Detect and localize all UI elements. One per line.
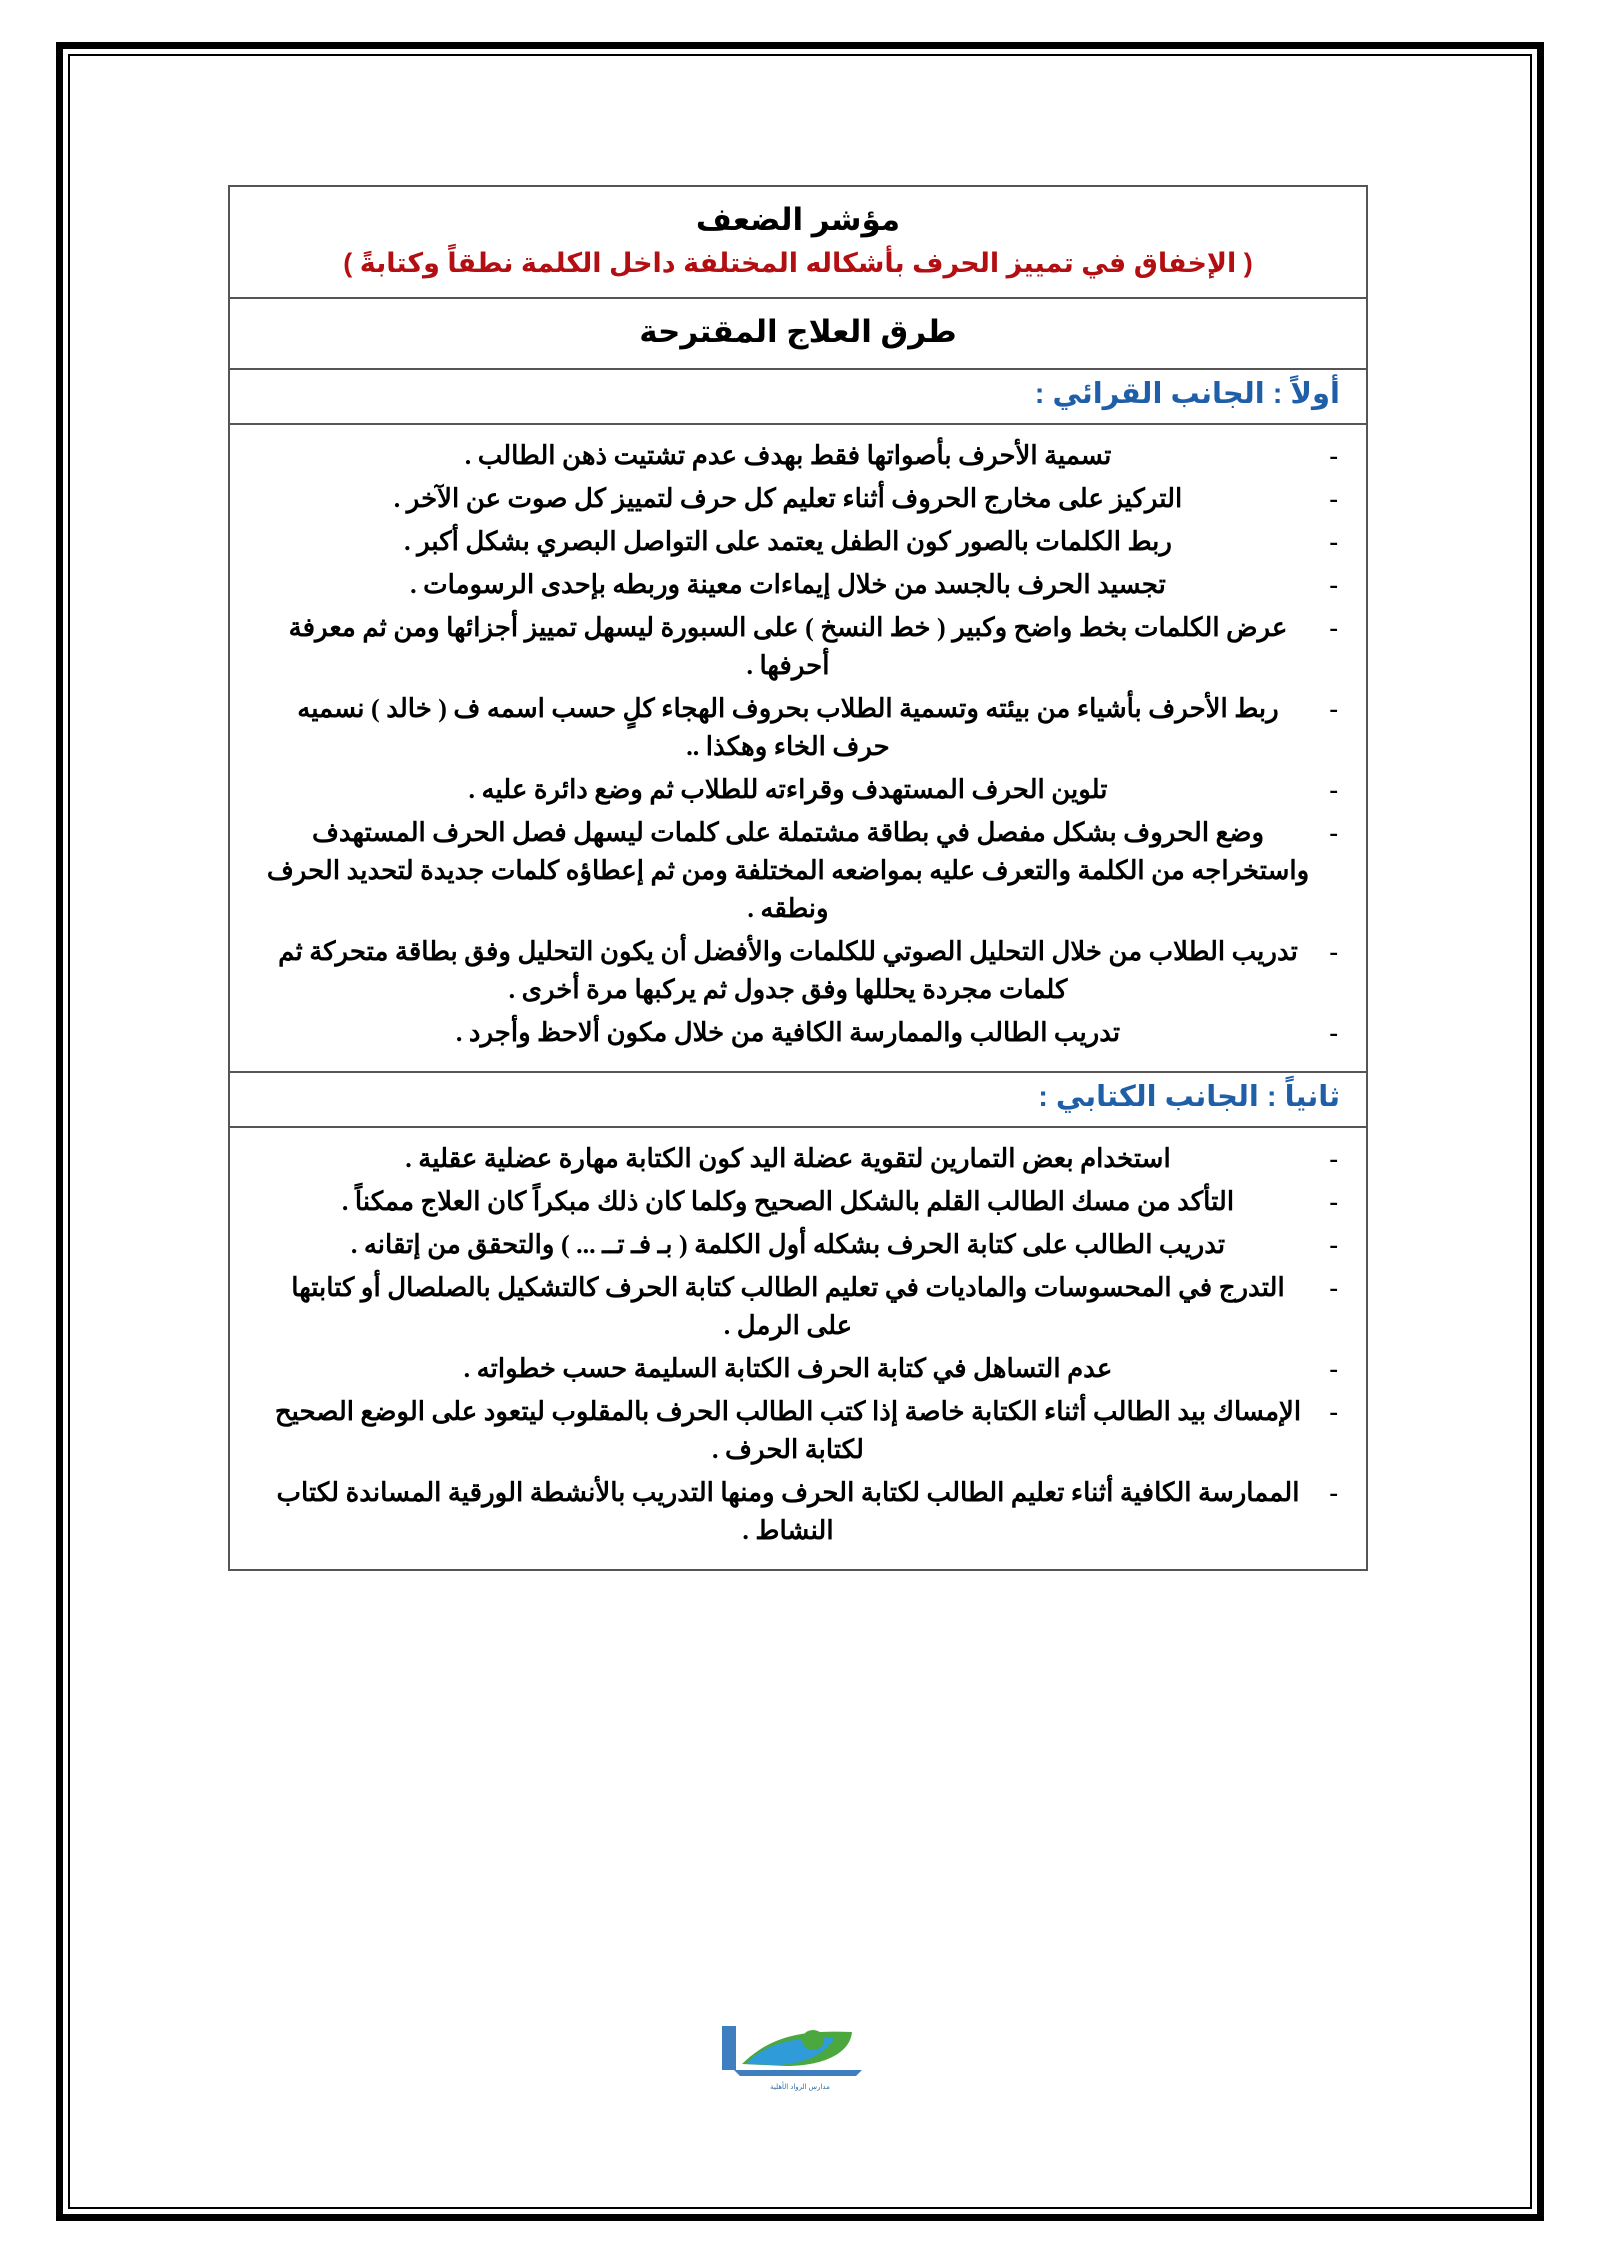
treatment-table <box>228 185 1368 1571</box>
bullet-dash-icon: - <box>1329 1144 1338 1174</box>
list-item-text: عرض الكلمات بخط واضح وكبير ( خط النسخ ) على السبورة ليسهل تمييز أجزائها ومن ثم معرفة أحرفها . <box>288 613 1288 681</box>
section-heading-row-writing <box>230 1073 1366 1129</box>
list-item <box>256 690 1344 771</box>
section-heading-writing: ثانياً : الجانب الكتابي : <box>1038 1080 1340 1113</box>
bullet-dash-icon: - <box>1329 613 1338 643</box>
bullet-dash-icon: - <box>1329 570 1338 600</box>
list-item-text: ربط الأحرف بأشياء من بيئته وتسمية الطلاب بحروف الهجاء كلٍ حسب اسمه ف ( خالد ) نسميه حرف الخاء وهكذا .. <box>297 694 1279 761</box>
section-heading-row-reading <box>230 370 1366 426</box>
bullet-dash-icon: - <box>1329 817 1338 847</box>
bullet-dash-icon: - <box>1329 694 1338 723</box>
section-body-writing <box>230 1128 1366 1569</box>
list-item-text: التدرج في المحسوسات والماديات في تعليم الطالب كتابة الحرف كالتشكيل بالصلصال أو كتابتها على الرمل . <box>291 1273 1285 1341</box>
indicator-header-row <box>230 187 1366 299</box>
bullet-list-writing <box>256 1140 1344 1555</box>
list-item-text: الإمساك بيد الطالب أثناء الكتابة خاصة إذا كتب الطالب الحرف بالمقلوب ليتعود على الوضع الصحيح لكتابة الحرف . <box>274 1396 1302 1464</box>
bullet-list-reading <box>256 437 1344 1056</box>
list-item-text: تدريب الطالب والممارسة الكافية من خلال مكون ألاحظ وأجرد . <box>455 1017 1121 1047</box>
list-item <box>256 1393 1344 1474</box>
list-item <box>256 1014 1344 1057</box>
list-item <box>256 1474 1344 1555</box>
list-item-text: الممارسة الكافية أثناء تعليم الطالب لكتابة الحرف ومنها التدريب بالأنشطة الورقية المساندة لكتاب النشاط . <box>276 1477 1300 1545</box>
list-item <box>256 814 1344 933</box>
list-item-text: تسمية الأحرف بأصواتها فقط بهدف عدم تشتيت ذهن الطالب . <box>464 441 1112 471</box>
footer-logo <box>712 2020 888 2091</box>
section-heading-reading: أولاً : الجانب القرائي : <box>1034 377 1340 410</box>
bullet-dash-icon: - <box>1329 1396 1338 1426</box>
school-logo-icon <box>712 2020 888 2082</box>
bullet-dash-icon: - <box>1329 1187 1338 1217</box>
list-item <box>256 933 1344 1014</box>
list-item <box>256 771 1344 814</box>
list-item <box>256 1350 1344 1393</box>
list-item-text: تجسيد الحرف بالجسد من خلال إيماءات معينة وربطه بإحدى الرسومات . <box>410 570 1166 600</box>
list-item-text: تدريب الطلاب من خلال التحليل الصوتي للكلمات والأفضل أن يكون التحليل وفق بطاقة متحركة ثم كلمات مجردة يحللها وفق جدول ثم يركبها مرة أخرى . <box>278 936 1298 1004</box>
indicator-subtitle: ( الإخفاق في تمييز الحرف بأشكاله المختلفة داخل الكلمة نطقاً وكتابةً ) <box>343 247 1253 278</box>
bullet-dash-icon: - <box>1329 936 1338 966</box>
indicator-title: مؤشر الضعف <box>695 202 901 237</box>
bullet-dash-icon: - <box>1329 1477 1338 1507</box>
list-item-text: وضع الحروف بشكل مفصل في بطاقة مشتملة على كلمات ليسهل فصل الحرف المستهدف واستخراجه من الكلمة والتعرف عليه بمواضعه المختلفة ومن ثم إعطاؤه كلمات جديدة لتحديد الحرف ونطقه . <box>266 817 1310 923</box>
bullet-dash-icon: - <box>1329 527 1338 557</box>
list-item <box>256 1140 1344 1183</box>
bullet-dash-icon: - <box>1329 1273 1338 1303</box>
bullet-dash-icon: - <box>1329 441 1338 471</box>
list-item <box>256 523 1344 566</box>
list-item-text: عدم التساهل في كتابة الحرف الكتابة السليمة حسب خطواته . <box>463 1354 1113 1384</box>
list-item-text: استخدام بعض التمارين لتقوية عضلة اليد كون الكتابة مهارة عضلية عقلية . <box>405 1144 1171 1174</box>
list-item-text: تدريب الطالب على كتابة الحرف بشكله أول الكلمة ( بـ فـ تــ ... ) والتحقق من إتقانه . <box>350 1230 1226 1260</box>
bullet-dash-icon: - <box>1329 774 1338 804</box>
list-item <box>256 566 1344 609</box>
list-item-text: التركيز على مخارج الحروف أثناء تعليم كل حرف لتمييز كل صوت عن الآخر . <box>393 484 1183 514</box>
bullet-dash-icon: - <box>1329 1017 1338 1047</box>
list-item-text: ربط الكلمات بالصور كون الطفل يعتمد على التواصل البصري بشكل أكبر . <box>404 527 1172 557</box>
list-item <box>256 1226 1344 1269</box>
treatment-title: طرق العلاج المقترحة <box>639 313 957 349</box>
bullet-dash-icon: - <box>1329 1354 1338 1384</box>
list-item <box>256 1269 1344 1350</box>
list-item <box>256 480 1344 523</box>
logo-caption: مدارس الرواد الأهلية <box>770 2084 830 2091</box>
list-item <box>256 609 1344 690</box>
list-item <box>256 1183 1344 1226</box>
bullet-dash-icon: - <box>1329 1230 1338 1260</box>
list-item <box>256 437 1344 480</box>
list-item-text: التأكد من مسك الطالب القلم بالشكل الصحيح وكلما كان ذلك مبكراً كان العلاج ممكناً . <box>341 1187 1235 1217</box>
bullet-dash-icon: - <box>1329 484 1338 514</box>
section-body-reading <box>230 425 1366 1072</box>
treatment-header-row <box>230 299 1366 370</box>
list-item-text: تلوين الحرف المستهدف وقراءته للطلاب ثم وضع دائرة عليه . <box>468 774 1108 804</box>
